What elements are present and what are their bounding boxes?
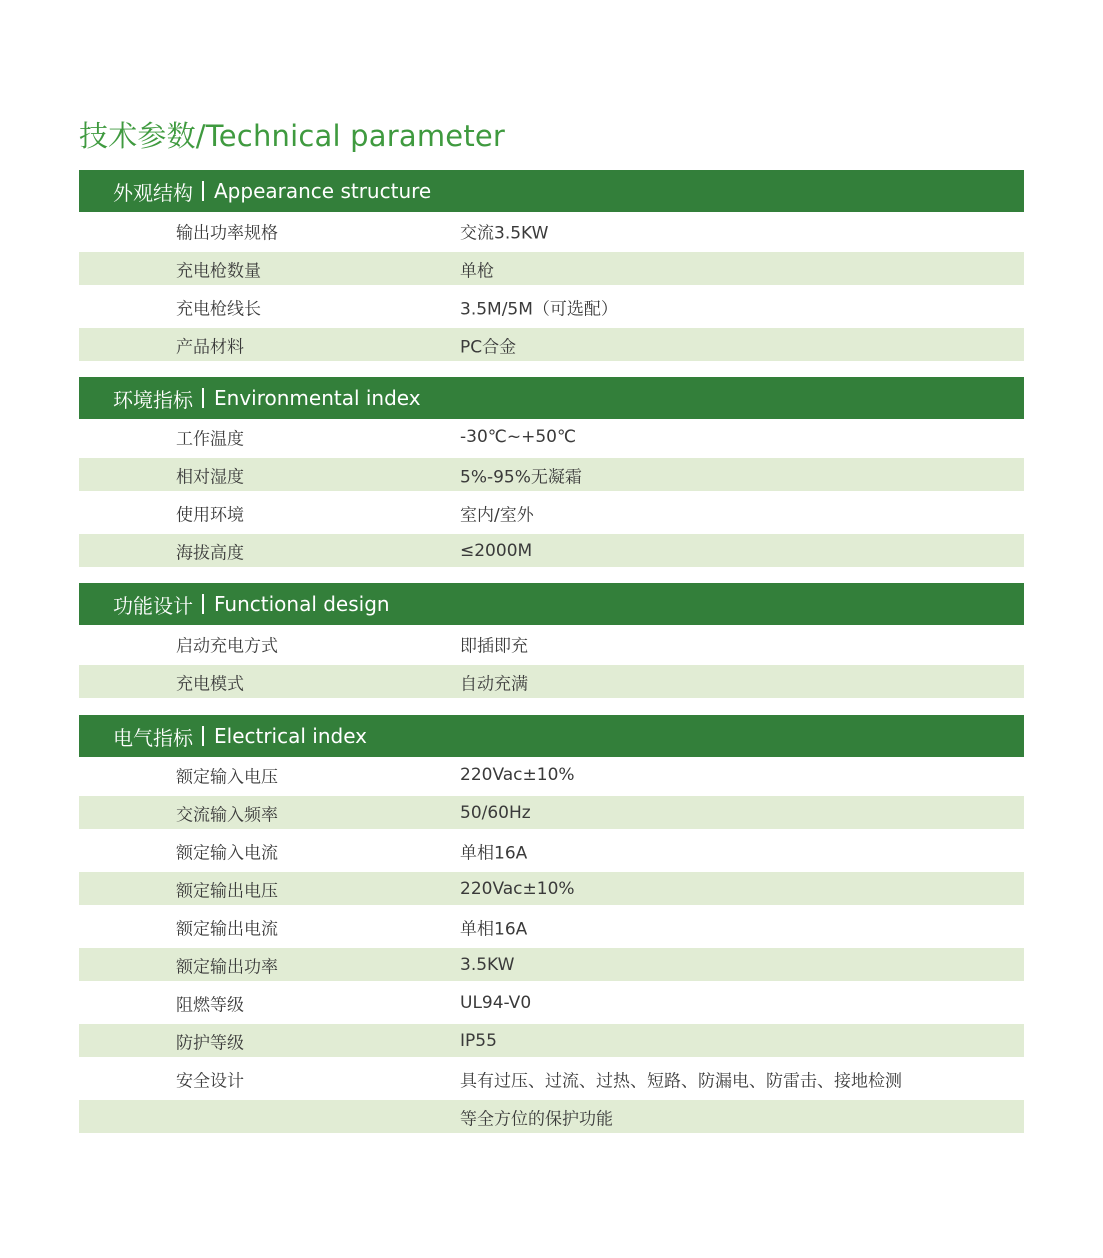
table-row xyxy=(79,420,1024,453)
table-row xyxy=(79,910,1024,943)
param-label: 工作温度 xyxy=(176,429,244,449)
param-value: 交流3.5KW xyxy=(460,223,549,243)
param-value: 即插即充 xyxy=(460,636,528,656)
section-title-cn: 外观结构 xyxy=(113,180,193,205)
table-row xyxy=(79,1100,1024,1133)
table-row xyxy=(79,796,1024,829)
param-label: 额定输出电压 xyxy=(176,881,278,901)
param-value: 220Vac±10% xyxy=(460,764,575,785)
section-title-cn: 环境指标 xyxy=(113,387,193,412)
param-label: 额定输入电压 xyxy=(176,767,278,787)
table-row xyxy=(79,328,1024,361)
table-row xyxy=(79,252,1024,285)
param-value: 自动充满 xyxy=(460,674,528,694)
param-value: 220Vac±10% xyxy=(460,878,575,899)
table-row xyxy=(79,627,1024,660)
section-functional-design xyxy=(79,583,1024,698)
table-row xyxy=(79,1062,1024,1095)
table-row xyxy=(79,290,1024,323)
table-row xyxy=(79,872,1024,905)
section-environmental-index xyxy=(79,377,1024,567)
table-row xyxy=(79,665,1024,698)
table-row xyxy=(79,986,1024,1019)
table-row xyxy=(79,214,1024,247)
section-electrical-index xyxy=(79,715,1024,1133)
section-divider xyxy=(202,388,204,408)
section-header xyxy=(79,583,1024,625)
param-label: 充电模式 xyxy=(176,674,244,694)
param-label: 额定输入电流 xyxy=(176,843,278,863)
param-value: ≤2000M xyxy=(460,540,533,561)
param-value: -30℃~+50℃ xyxy=(460,426,577,447)
page-title: 技术参数/Technical parameter xyxy=(79,119,506,153)
param-label: 使用环境 xyxy=(176,505,244,525)
param-value: 等全方位的保护功能 xyxy=(460,1109,613,1129)
param-label: 安全设计 xyxy=(176,1071,244,1091)
param-label: 相对湿度 xyxy=(176,467,244,487)
table-row xyxy=(79,496,1024,529)
param-label: 交流输入频率 xyxy=(176,805,278,825)
param-label: 防护等级 xyxy=(176,1033,244,1053)
section-header xyxy=(79,715,1024,757)
param-label: 海拔高度 xyxy=(176,543,244,563)
param-value: 具有过压、过流、过热、短路、防漏电、防雷击、接地检测 xyxy=(460,1071,902,1091)
param-label: 产品材料 xyxy=(176,337,244,357)
param-value: 室内/室外 xyxy=(460,505,534,525)
table-row xyxy=(79,458,1024,491)
param-value: 3.5KW xyxy=(460,954,515,975)
param-value: PC合金 xyxy=(460,337,517,357)
param-value: 3.5M/5M（可选配） xyxy=(460,299,618,319)
section-divider xyxy=(202,181,204,201)
section-appearance-structure xyxy=(79,170,1024,361)
param-label: 启动充电方式 xyxy=(176,636,278,656)
param-value: 单枪 xyxy=(460,261,494,281)
section-title-en: Functional design xyxy=(214,592,390,616)
param-value: 单相16A xyxy=(460,919,528,939)
param-value: IP55 xyxy=(460,1030,497,1051)
param-label: 输出功率规格 xyxy=(176,223,278,243)
param-value: 5%-95%无凝霜 xyxy=(460,467,582,487)
section-title-cn: 功能设计 xyxy=(113,593,193,618)
param-value: 50/60Hz xyxy=(460,802,531,823)
param-label: 阻燃等级 xyxy=(176,995,244,1015)
section-title-cn: 电气指标 xyxy=(113,725,193,750)
section-divider xyxy=(202,726,204,746)
param-value: 单相16A xyxy=(460,843,528,863)
param-label: 额定输出电流 xyxy=(176,919,278,939)
param-label: 额定输出功率 xyxy=(176,957,278,977)
section-header xyxy=(79,377,1024,419)
param-label: 充电枪线长 xyxy=(176,299,261,319)
table-row xyxy=(79,534,1024,567)
section-title-en: Appearance structure xyxy=(214,179,432,203)
param-label: 充电枪数量 xyxy=(176,261,261,281)
section-title-en: Environmental index xyxy=(214,386,421,410)
section-title-en: Electrical index xyxy=(214,724,367,748)
section-divider xyxy=(202,594,204,614)
table-row xyxy=(79,1024,1024,1057)
table-row xyxy=(79,834,1024,867)
table-row xyxy=(79,948,1024,981)
param-value: UL94-V0 xyxy=(460,992,532,1013)
table-row xyxy=(79,758,1024,791)
section-header xyxy=(79,170,1024,212)
